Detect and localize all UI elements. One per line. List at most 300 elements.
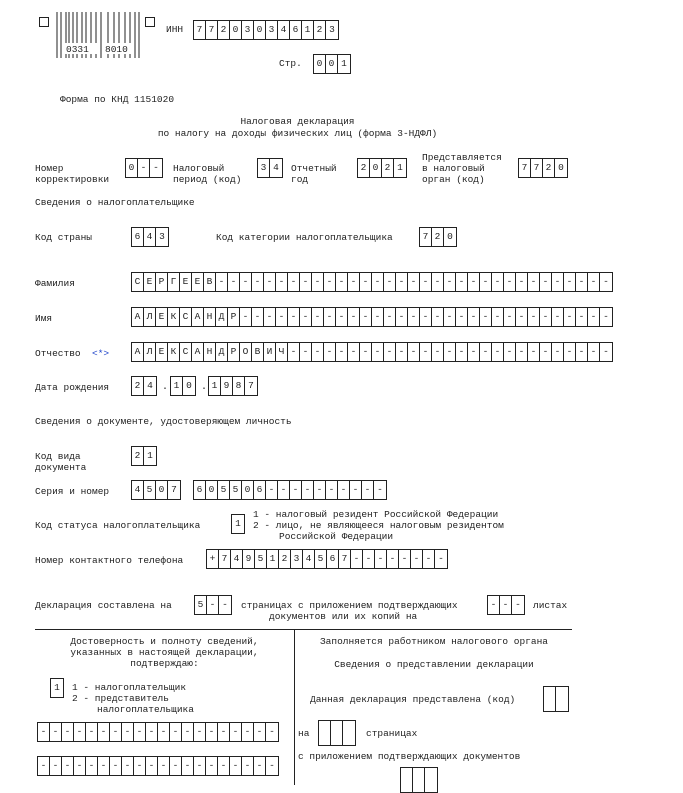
- char-cell[interactable]: -: [218, 723, 230, 741]
- char-cell[interactable]: -: [468, 343, 480, 361]
- char-cell[interactable]: 2: [218, 21, 230, 39]
- char-cell[interactable]: -: [375, 550, 387, 568]
- char-cell[interactable]: 1: [54, 682, 60, 693]
- char-cell[interactable]: 8: [233, 377, 245, 395]
- char-cell[interactable]: -: [444, 308, 456, 326]
- char-cell[interactable]: 4: [303, 550, 315, 568]
- char-cell[interactable]: 0: [314, 55, 326, 73]
- char-cell[interactable]: С: [180, 343, 192, 361]
- char-cell[interactable]: -: [399, 550, 411, 568]
- char-cell[interactable]: -: [254, 723, 266, 741]
- name-field[interactable]: [131, 307, 613, 327]
- char-cell[interactable]: -: [516, 273, 528, 291]
- char-cell[interactable]: -: [50, 757, 62, 775]
- char-cell[interactable]: 7: [531, 159, 543, 177]
- document-series-field[interactable]: [131, 480, 181, 500]
- char-cell[interactable]: -: [444, 273, 456, 291]
- surname-field[interactable]: [131, 272, 613, 292]
- char-cell[interactable]: -: [300, 273, 312, 291]
- char-cell[interactable]: -: [564, 273, 576, 291]
- char-cell[interactable]: -: [288, 343, 300, 361]
- char-cell[interactable]: 5: [218, 481, 230, 499]
- period-field[interactable]: [257, 158, 283, 178]
- char-cell[interactable]: -: [194, 723, 206, 741]
- char-cell[interactable]: Н: [204, 343, 216, 361]
- char-cell[interactable]: -: [515, 599, 521, 610]
- char-cell[interactable]: [401, 768, 413, 792]
- char-cell[interactable]: -: [540, 273, 552, 291]
- correction-field[interactable]: [125, 158, 163, 178]
- char-cell[interactable]: -: [588, 343, 600, 361]
- char-cell[interactable]: 1: [341, 58, 347, 69]
- birth-month-field[interactable]: [170, 376, 196, 396]
- char-cell[interactable]: -: [360, 308, 372, 326]
- char-cell[interactable]: 4: [278, 21, 290, 39]
- char-cell[interactable]: А: [132, 343, 144, 361]
- char-cell[interactable]: -: [254, 757, 266, 775]
- char-cell[interactable]: -: [576, 308, 588, 326]
- char-cell[interactable]: 3: [159, 231, 165, 242]
- char-cell[interactable]: -: [492, 273, 504, 291]
- char-cell[interactable]: -: [252, 273, 264, 291]
- char-cell[interactable]: Д: [216, 308, 228, 326]
- char-cell[interactable]: -: [552, 273, 564, 291]
- char-cell[interactable]: -: [312, 343, 324, 361]
- attachments-count-field[interactable]: [487, 595, 525, 615]
- char-cell[interactable]: Р: [228, 308, 240, 326]
- char-cell[interactable]: 4: [144, 228, 156, 246]
- char-cell[interactable]: 0: [447, 231, 453, 242]
- char-cell[interactable]: -: [360, 273, 372, 291]
- char-cell[interactable]: -: [338, 481, 350, 499]
- char-cell[interactable]: -: [351, 550, 363, 568]
- char-cell[interactable]: В: [204, 273, 216, 291]
- char-cell[interactable]: 2: [358, 159, 370, 177]
- char-cell[interactable]: -: [336, 343, 348, 361]
- char-cell[interactable]: 9: [243, 550, 255, 568]
- char-cell[interactable]: 1: [171, 377, 183, 395]
- char-cell[interactable]: -: [86, 723, 98, 741]
- char-cell[interactable]: Г: [168, 273, 180, 291]
- char-cell[interactable]: Р: [228, 343, 240, 361]
- char-cell[interactable]: -: [74, 723, 86, 741]
- char-cell[interactable]: [331, 721, 343, 745]
- char-cell[interactable]: -: [432, 308, 444, 326]
- char-cell[interactable]: -: [218, 757, 230, 775]
- document-number-field[interactable]: [193, 480, 387, 500]
- date-separator: .: [201, 382, 208, 393]
- char-cell[interactable]: -: [411, 550, 423, 568]
- char-cell[interactable]: 4: [231, 550, 243, 568]
- char-cell[interactable]: 0: [230, 21, 242, 39]
- char-cell[interactable]: С: [132, 273, 144, 291]
- char-cell[interactable]: 0: [156, 481, 168, 499]
- char-cell[interactable]: -: [480, 273, 492, 291]
- char-cell[interactable]: -: [288, 308, 300, 326]
- char-cell[interactable]: -: [603, 276, 609, 287]
- status-option-2-continued: Российской Федерации: [279, 531, 394, 542]
- presented-code-field[interactable]: [543, 686, 569, 712]
- country-field[interactable]: [131, 227, 169, 247]
- char-cell[interactable]: 4: [273, 162, 279, 173]
- char-cell[interactable]: -: [504, 343, 516, 361]
- char-cell[interactable]: 5: [195, 596, 207, 614]
- char-cell[interactable]: -: [182, 757, 194, 775]
- char-cell[interactable]: 1: [235, 518, 241, 529]
- char-cell[interactable]: -: [266, 481, 278, 499]
- char-cell[interactable]: -: [384, 308, 396, 326]
- char-cell[interactable]: С: [180, 308, 192, 326]
- page-number-field[interactable]: [313, 54, 351, 74]
- char-cell[interactable]: -: [278, 481, 290, 499]
- char-cell[interactable]: -: [242, 723, 254, 741]
- char-cell[interactable]: -: [206, 723, 218, 741]
- char-cell[interactable]: -: [269, 726, 275, 737]
- char-cell[interactable]: -: [98, 757, 110, 775]
- char-cell[interactable]: 2: [314, 21, 326, 39]
- phone-field[interactable]: [206, 549, 448, 569]
- char-cell[interactable]: И: [264, 343, 276, 361]
- char-cell[interactable]: -: [362, 481, 374, 499]
- char-cell[interactable]: -: [492, 343, 504, 361]
- correction-label-2: корректировки: [35, 174, 110, 185]
- char-cell[interactable]: -: [396, 273, 408, 291]
- authority-field[interactable]: [518, 158, 568, 178]
- char-cell[interactable]: -: [314, 481, 326, 499]
- char-cell[interactable]: -: [480, 308, 492, 326]
- char-cell[interactable]: -: [408, 308, 420, 326]
- char-cell[interactable]: -: [360, 343, 372, 361]
- char-cell[interactable]: -: [456, 273, 468, 291]
- char-cell[interactable]: [544, 687, 556, 711]
- char-cell[interactable]: 3: [258, 159, 270, 177]
- char-cell[interactable]: -: [603, 311, 609, 322]
- char-cell[interactable]: 5: [144, 481, 156, 499]
- char-cell[interactable]: 1: [397, 162, 403, 173]
- char-cell[interactable]: 3: [266, 21, 278, 39]
- char-cell[interactable]: -: [324, 308, 336, 326]
- char-cell[interactable]: 2: [279, 550, 291, 568]
- char-cell[interactable]: 7: [194, 21, 206, 39]
- char-cell[interactable]: -: [300, 343, 312, 361]
- char-cell[interactable]: -: [516, 343, 528, 361]
- char-cell[interactable]: -: [350, 481, 362, 499]
- phone-label: Номер контактного телефона: [35, 555, 184, 566]
- char-cell[interactable]: К: [168, 343, 180, 361]
- char-cell[interactable]: -: [170, 757, 182, 775]
- char-cell[interactable]: -: [588, 273, 600, 291]
- char-cell[interactable]: -: [138, 159, 150, 177]
- char-cell[interactable]: 3: [242, 21, 254, 39]
- char-cell[interactable]: -: [456, 343, 468, 361]
- char-cell[interactable]: 5: [230, 481, 242, 499]
- char-cell[interactable]: -: [603, 346, 609, 357]
- char-cell[interactable]: 7: [206, 21, 218, 39]
- char-cell[interactable]: 6: [327, 550, 339, 568]
- confirm-field[interactable]: [50, 678, 64, 698]
- char-cell[interactable]: 7: [420, 228, 432, 246]
- char-cell[interactable]: -: [564, 308, 576, 326]
- char-cell[interactable]: -: [336, 273, 348, 291]
- char-cell[interactable]: -: [396, 343, 408, 361]
- char-cell[interactable]: -: [288, 273, 300, 291]
- char-cell[interactable]: -: [363, 550, 375, 568]
- char-cell[interactable]: Д: [216, 343, 228, 361]
- char-cell[interactable]: -: [194, 757, 206, 775]
- char-cell[interactable]: О: [240, 343, 252, 361]
- char-cell[interactable]: -: [528, 343, 540, 361]
- char-cell[interactable]: -: [182, 723, 194, 741]
- char-cell[interactable]: 3: [291, 550, 303, 568]
- char-cell[interactable]: -: [468, 308, 480, 326]
- sheets-label: листах: [533, 600, 568, 611]
- char-cell[interactable]: -: [122, 723, 134, 741]
- char-cell[interactable]: -: [98, 723, 110, 741]
- char-cell[interactable]: -: [252, 308, 264, 326]
- char-cell[interactable]: 5: [315, 550, 327, 568]
- char-cell[interactable]: -: [387, 550, 399, 568]
- char-cell[interactable]: -: [384, 343, 396, 361]
- char-cell[interactable]: -: [158, 757, 170, 775]
- char-cell[interactable]: [319, 721, 331, 745]
- char-cell[interactable]: -: [372, 343, 384, 361]
- char-cell[interactable]: 7: [339, 550, 351, 568]
- char-cell[interactable]: 1: [267, 550, 279, 568]
- char-cell[interactable]: -: [432, 343, 444, 361]
- char-cell[interactable]: -: [348, 273, 360, 291]
- char-cell[interactable]: -: [500, 596, 512, 614]
- office-attach-field[interactable]: [400, 767, 438, 793]
- char-cell[interactable]: 2: [132, 447, 144, 465]
- char-cell[interactable]: -: [146, 757, 158, 775]
- char-cell[interactable]: -: [264, 308, 276, 326]
- char-cell[interactable]: -: [438, 553, 444, 564]
- char-cell[interactable]: -: [324, 273, 336, 291]
- char-cell[interactable]: -: [86, 757, 98, 775]
- char-cell[interactable]: 2: [432, 228, 444, 246]
- char-cell[interactable]: Е: [144, 273, 156, 291]
- char-cell[interactable]: -: [504, 273, 516, 291]
- char-cell[interactable]: -: [50, 723, 62, 741]
- char-cell[interactable]: 0: [126, 159, 138, 177]
- char-cell[interactable]: 7: [219, 550, 231, 568]
- char-cell[interactable]: 0: [186, 380, 192, 391]
- char-cell[interactable]: 7: [519, 159, 531, 177]
- char-cell[interactable]: [556, 687, 568, 711]
- char-cell[interactable]: -: [122, 757, 134, 775]
- char-cell[interactable]: -: [420, 273, 432, 291]
- char-cell[interactable]: -: [207, 596, 219, 614]
- char-cell[interactable]: -: [290, 481, 302, 499]
- char-cell[interactable]: -: [468, 273, 480, 291]
- char-cell[interactable]: -: [170, 723, 182, 741]
- document-kind-field[interactable]: [131, 446, 157, 466]
- birth-day-field[interactable]: [131, 376, 157, 396]
- char-cell[interactable]: -: [528, 273, 540, 291]
- char-cell[interactable]: 0: [206, 481, 218, 499]
- char-cell[interactable]: -: [240, 308, 252, 326]
- char-cell[interactable]: -: [38, 757, 50, 775]
- char-cell[interactable]: 4: [132, 481, 144, 499]
- char-cell[interactable]: -: [528, 308, 540, 326]
- char-cell[interactable]: 0: [558, 162, 564, 173]
- char-cell[interactable]: 7: [248, 380, 254, 391]
- inn-field[interactable]: [193, 20, 339, 40]
- char-cell[interactable]: -: [276, 308, 288, 326]
- char-cell[interactable]: -: [480, 343, 492, 361]
- char-cell[interactable]: -: [134, 723, 146, 741]
- char-cell[interactable]: -: [516, 308, 528, 326]
- char-cell[interactable]: -: [372, 273, 384, 291]
- char-cell[interactable]: -: [276, 273, 288, 291]
- char-cell[interactable]: -: [384, 273, 396, 291]
- char-cell[interactable]: -: [269, 760, 275, 771]
- char-cell[interactable]: -: [62, 757, 74, 775]
- char-cell[interactable]: -: [74, 757, 86, 775]
- char-cell[interactable]: Е: [156, 343, 168, 361]
- representative-field-row-2[interactable]: [37, 756, 279, 776]
- char-cell[interactable]: -: [228, 273, 240, 291]
- char-cell[interactable]: -: [300, 308, 312, 326]
- patronymic-field[interactable]: [131, 342, 613, 362]
- char-cell[interactable]: -: [348, 308, 360, 326]
- surname-label: Фамилия: [35, 278, 75, 289]
- char-cell[interactable]: 5: [255, 550, 267, 568]
- char-cell[interactable]: -: [576, 273, 588, 291]
- char-cell[interactable]: 9: [221, 377, 233, 395]
- char-cell[interactable]: 0: [242, 481, 254, 499]
- char-cell[interactable]: -: [488, 596, 500, 614]
- char-cell[interactable]: -: [264, 273, 276, 291]
- patronymic-footnote-link[interactable]: <*>: [92, 348, 110, 359]
- char-cell[interactable]: 7: [171, 484, 177, 495]
- char-cell[interactable]: -: [504, 308, 516, 326]
- char-cell[interactable]: 3: [329, 24, 335, 35]
- char-cell[interactable]: -: [158, 723, 170, 741]
- char-cell[interactable]: -: [432, 273, 444, 291]
- char-cell[interactable]: -: [230, 757, 242, 775]
- char-cell[interactable]: -: [302, 481, 314, 499]
- char-cell[interactable]: 1: [209, 377, 221, 395]
- char-cell[interactable]: К: [168, 308, 180, 326]
- char-cell[interactable]: 1: [147, 450, 153, 461]
- char-cell[interactable]: +: [207, 550, 219, 568]
- char-cell[interactable]: 4: [147, 380, 153, 391]
- char-cell[interactable]: -: [146, 723, 158, 741]
- char-cell[interactable]: -: [576, 343, 588, 361]
- birth-year-field[interactable]: [208, 376, 258, 396]
- char-cell[interactable]: -: [110, 723, 122, 741]
- char-cell[interactable]: -: [552, 308, 564, 326]
- char-cell[interactable]: -: [206, 757, 218, 775]
- char-cell[interactable]: А: [132, 308, 144, 326]
- corner-marker: [39, 17, 49, 27]
- representative-field-row-1[interactable]: [37, 722, 279, 742]
- char-cell[interactable]: Л: [144, 343, 156, 361]
- char-cell[interactable]: -: [153, 162, 159, 173]
- char-cell[interactable]: А: [192, 343, 204, 361]
- char-cell[interactable]: Ч: [276, 343, 288, 361]
- char-cell[interactable]: 2: [543, 159, 555, 177]
- char-cell[interactable]: -: [110, 757, 122, 775]
- pages-count-field[interactable]: [194, 595, 232, 615]
- char-cell[interactable]: -: [312, 273, 324, 291]
- char-cell[interactable]: -: [456, 308, 468, 326]
- char-cell[interactable]: -: [492, 308, 504, 326]
- char-cell[interactable]: 6: [132, 228, 144, 246]
- char-cell[interactable]: -: [408, 343, 420, 361]
- char-cell[interactable]: -: [222, 599, 228, 610]
- char-cell[interactable]: -: [564, 343, 576, 361]
- char-cell[interactable]: -: [420, 343, 432, 361]
- char-cell[interactable]: -: [372, 308, 384, 326]
- char-cell[interactable]: [343, 721, 355, 745]
- char-cell[interactable]: -: [423, 550, 435, 568]
- status-field[interactable]: [231, 514, 245, 534]
- char-cell[interactable]: Р: [156, 273, 168, 291]
- char-cell[interactable]: -: [326, 481, 338, 499]
- pages-label: Декларация составлена на: [35, 600, 172, 611]
- char-cell[interactable]: [413, 768, 425, 792]
- char-cell[interactable]: 6: [290, 21, 302, 39]
- char-cell[interactable]: -: [540, 308, 552, 326]
- char-cell[interactable]: -: [216, 273, 228, 291]
- char-cell[interactable]: 0: [326, 55, 338, 73]
- char-cell[interactable]: -: [377, 484, 383, 495]
- char-cell[interactable]: 6: [254, 481, 266, 499]
- char-cell[interactable]: Л: [144, 308, 156, 326]
- char-cell[interactable]: -: [240, 273, 252, 291]
- char-cell[interactable]: -: [38, 723, 50, 741]
- authority-label: Представляется: [422, 152, 502, 163]
- char-cell[interactable]: А: [192, 308, 204, 326]
- year-field[interactable]: [357, 158, 407, 178]
- char-cell[interactable]: -: [540, 343, 552, 361]
- char-cell[interactable]: 6: [194, 481, 206, 499]
- char-cell[interactable]: 2: [382, 159, 394, 177]
- char-cell[interactable]: -: [348, 343, 360, 361]
- char-cell[interactable]: -: [242, 757, 254, 775]
- char-cell[interactable]: -: [312, 308, 324, 326]
- char-cell[interactable]: 1: [302, 21, 314, 39]
- char-cell[interactable]: -: [588, 308, 600, 326]
- char-cell[interactable]: 2: [132, 377, 144, 395]
- char-cell[interactable]: -: [324, 343, 336, 361]
- char-cell[interactable]: Е: [156, 308, 168, 326]
- char-cell[interactable]: [425, 768, 437, 792]
- char-cell[interactable]: -: [552, 343, 564, 361]
- char-cell[interactable]: -: [444, 343, 456, 361]
- char-cell[interactable]: -: [420, 308, 432, 326]
- char-cell[interactable]: -: [408, 273, 420, 291]
- confirm-option-2: 2 - представитель: [72, 693, 169, 704]
- char-cell[interactable]: -: [396, 308, 408, 326]
- char-cell[interactable]: В: [252, 343, 264, 361]
- char-cell[interactable]: -: [134, 757, 146, 775]
- char-cell[interactable]: 0: [254, 21, 266, 39]
- char-cell[interactable]: -: [62, 723, 74, 741]
- char-cell[interactable]: -: [336, 308, 348, 326]
- confirm-option-1: 1 - налогоплательщик: [72, 682, 187, 693]
- char-cell[interactable]: Е: [180, 273, 192, 291]
- form-knd: Форма по КНД 1151020: [60, 94, 175, 105]
- char-cell[interactable]: Н: [204, 308, 216, 326]
- office-pages-field[interactable]: [318, 720, 356, 746]
- category-field[interactable]: [419, 227, 457, 247]
- char-cell[interactable]: -: [230, 723, 242, 741]
- char-cell[interactable]: 0: [370, 159, 382, 177]
- char-cell[interactable]: Е: [192, 273, 204, 291]
